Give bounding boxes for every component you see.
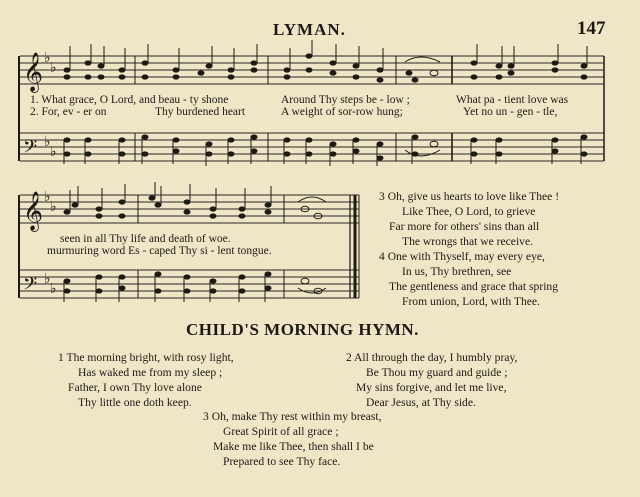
svg-text:♭: ♭: [50, 199, 57, 215]
bass-clef-icon: 𝄢: [23, 274, 38, 299]
svg-text:♭: ♭: [50, 144, 57, 160]
lyrics-system2-line2: murmuring word Es - caped Thy si - lent tongue.: [47, 245, 272, 257]
morning-hymn-verse-1: 1 The morning bright, with rosy light, Has waked me from my sleep ; Father, I own Thy love alone Thy little one doth keep.: [58, 351, 234, 409]
lyrics-verse2-part4: Yet no un - gen - tle,: [463, 106, 558, 118]
hymn-title-childs-morning: CHILD'S MORNING HYMN.: [186, 320, 419, 339]
svg-text:♭: ♭: [50, 60, 57, 76]
lyman-verse-4: 4 One with Thyself, may every eye, In us, Thy brethren, see The gentleness and grace that spring From union, Lord, with Thee.: [379, 250, 559, 308]
system2-bass-staff: [20, 270, 359, 298]
treble-clef-icon: 𝄞: [23, 52, 44, 92]
svg-text:♭: ♭: [44, 50, 51, 66]
lyrics-verse1-part1: 1. What grace, O Lord, and beau - ty shone: [30, 94, 229, 106]
lyrics-verse1-part2: Around Thy steps be - low ;: [281, 94, 410, 106]
lyrics-system2-line1: seen in all Thy life and death of woe.: [60, 233, 231, 245]
lyrics-verse2-part1: 2. For, ev - er on: [30, 106, 107, 118]
svg-text:♭: ♭: [44, 134, 51, 150]
lyrics-verse1-part3: What pa - tient love was: [456, 94, 569, 106]
svg-text:♭: ♭: [50, 281, 57, 297]
svg-text:♭: ♭: [44, 189, 51, 205]
hymn-title-lyman: LYMAN.: [273, 20, 346, 39]
treble-clef-icon: 𝄞: [23, 191, 44, 231]
page-number: 147: [577, 18, 606, 39]
lyrics-verse2-part3: A weight of sor-row hung;: [281, 106, 403, 118]
clefs: [23, 50, 57, 299]
morning-hymn-verse-3: 3 Oh, make Thy rest within my breast, Great Spirit of all grace ; Make me like Thee, then shall I be Prepared to see Thy face.: [203, 410, 382, 468]
svg-text:♭: ♭: [44, 271, 51, 287]
lyman-verse-3: 3 Oh, give us hearts to love like Thee ! Like Thee, O Lord, to grieve Far more for others' sins than all The wrongs that we receive.: [379, 190, 560, 248]
morning-hymn-verse-2: 2 All through the day, I humbly pray, Be Thou my guard and guide ; My sins forgive, and let me live, Dear Jesus, at Thy side.: [346, 351, 518, 409]
system1-bass-staff: [20, 133, 604, 161]
lyrics-verse2-part2: Thy burdened heart: [155, 106, 246, 118]
bass-clef-icon: 𝄢: [23, 137, 38, 162]
